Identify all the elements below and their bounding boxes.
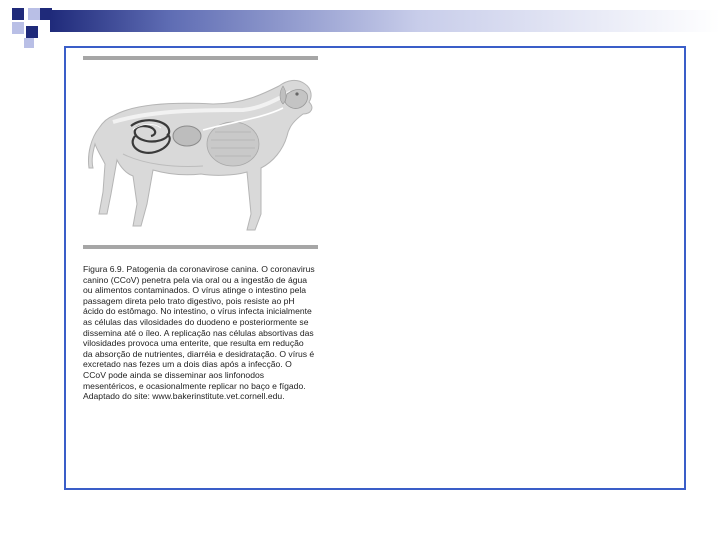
decor-square-5 xyxy=(26,26,38,38)
dog-anatomy-illustration-icon xyxy=(83,64,318,242)
figure-bottom-rule xyxy=(83,245,318,249)
decor-square-4 xyxy=(12,22,24,34)
decor-square-2 xyxy=(28,8,40,20)
figure-caption: Figura 6.9. Patogenia da coronavirose canina. O coronavirus canino (CCoV) penetra pela via oral ou a ingestão de água ou alimentos contaminados. O vírus atinge o intestino pela passagem direta pelo trato digestivo, pois resiste ao pH ácido do estômago. No intestino, o vírus infecta inicialmente as células das vilosidades do duodeno e posteriormente se dissemina até o íleo. A replicação nas células absortivas das vilosidades provoca uma enterite, que resulta em redução da absorção de nutrientes, diarréia e desidratação. O vírus é excretado nas fezes um a dois dias após a infecção. O CCoV pode ainda se disseminar aos linfonodos mesentéricos, e ocasionalmente replicar no baço e fígado. Adaptado do site: www.bakerinstitute.vet.cornell.edu. xyxy=(83,264,315,402)
decor-square-1 xyxy=(12,8,24,20)
figure-top-rule xyxy=(83,56,318,60)
figure-illustration xyxy=(83,64,318,242)
decor-square-6 xyxy=(24,38,34,48)
header-gradient-band xyxy=(50,10,720,32)
